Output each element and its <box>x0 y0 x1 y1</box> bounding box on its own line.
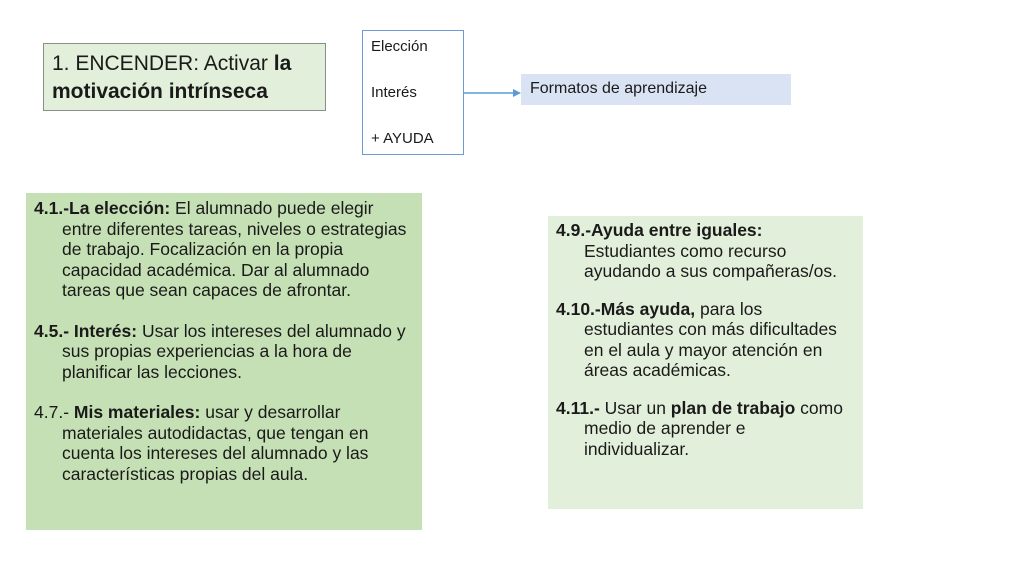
title-prefix: 1. ENCENDER: Activar <box>52 52 274 75</box>
entry-materiales: 4.7.- Mis materiales: usar y desarrollar materiales autodidactas, que tengan en cuenta los intereses del alumnado y las características propias del aula. <box>34 402 369 484</box>
keyword-interest: Interés <box>371 84 417 101</box>
entry-interes: 4.5.- Interés: Usar los intereses del alumnado y sus propias experiencias a la hora de planificar las lecciones. <box>34 320 406 382</box>
keyword-help: + AYUDA <box>371 130 434 147</box>
title-bold: la motivación intrínseca <box>52 52 292 103</box>
left-panel <box>26 193 422 530</box>
arrow-right-icon <box>464 86 524 100</box>
entry-mas-ayuda: 4.10.-Más ayuda, para los estudiantes con más dificultades en el aula y mayor atención en áreas académicas. <box>556 298 837 380</box>
keyword-choice: Elección <box>371 38 428 55</box>
entry-eleccion: 4.1.-La elección: El alumnado puede elegir entre diferentes tareas, niveles o estrategias de trabajo. Focalización en la propia capacidad académica. Dar al alumnado tareas que sean capaces de afrontar. <box>34 198 407 300</box>
main-title <box>43 43 326 111</box>
right-panel <box>548 216 863 509</box>
learning-formats-label: Formatos de aprendizaje <box>521 74 791 105</box>
entry-plan-trabajo: 4.11.- Usar un plan de trabajo como medio de aprender e individualizar. <box>556 397 843 459</box>
keywords-box <box>362 30 464 155</box>
entry-ayuda-iguales: 4.9.-Ayuda entre iguales: Estudiantes como recurso ayudando a sus compañeras/os. <box>556 220 837 281</box>
